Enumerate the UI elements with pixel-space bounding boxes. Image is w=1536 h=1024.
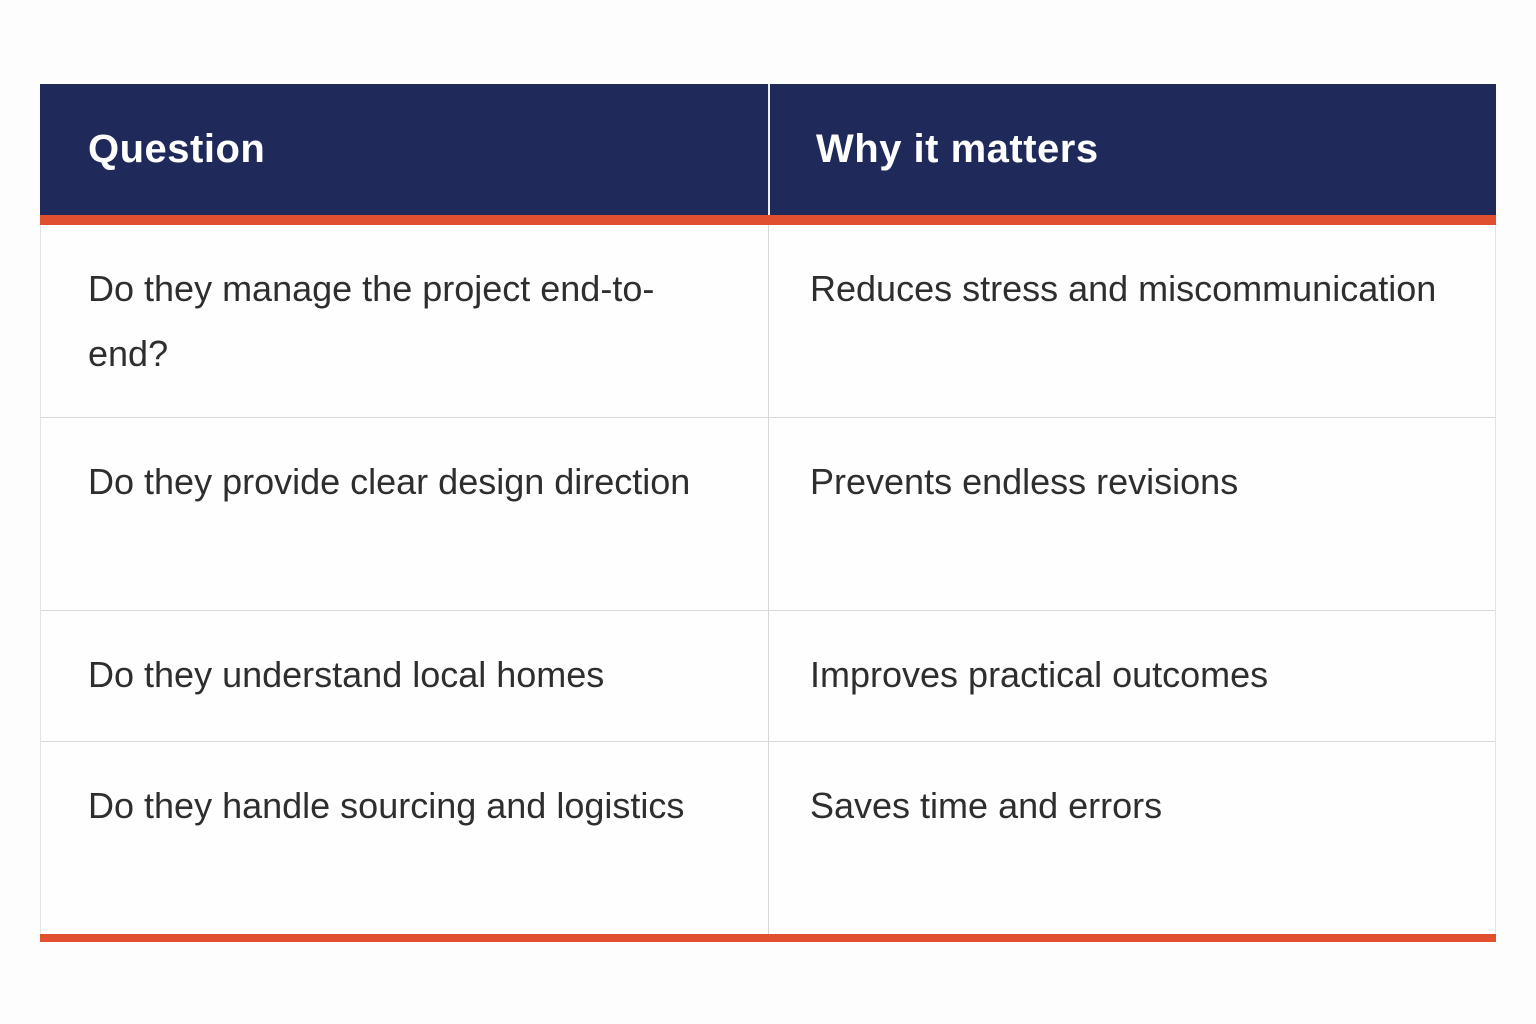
why-cell: Improves practical outcomes xyxy=(768,611,1495,741)
why-cell: Reduces stress and miscommunication xyxy=(768,225,1495,417)
header-accent-bar xyxy=(40,215,1496,225)
comparison-table xyxy=(40,84,1496,942)
table-body xyxy=(40,225,1496,934)
question-cell: Do they understand local homes xyxy=(88,654,605,695)
question-cell: Do they manage the project end-to-end? xyxy=(88,268,655,374)
table-row xyxy=(41,742,1495,934)
table-row xyxy=(41,225,1495,418)
table-header-row xyxy=(40,84,1496,215)
column-header-question: Question xyxy=(88,127,266,171)
footer-accent-bar xyxy=(40,934,1496,942)
table-row xyxy=(41,418,1495,611)
question-cell: Do they provide clear design direction xyxy=(88,461,691,502)
why-cell: Saves time and errors xyxy=(768,742,1495,934)
question-cell: Do they handle sourcing and logistics xyxy=(88,785,685,826)
table-row xyxy=(41,611,1495,742)
why-cell: Prevents endless revisions xyxy=(768,418,1495,610)
column-header-why-it-matters: Why it matters xyxy=(768,84,1496,215)
